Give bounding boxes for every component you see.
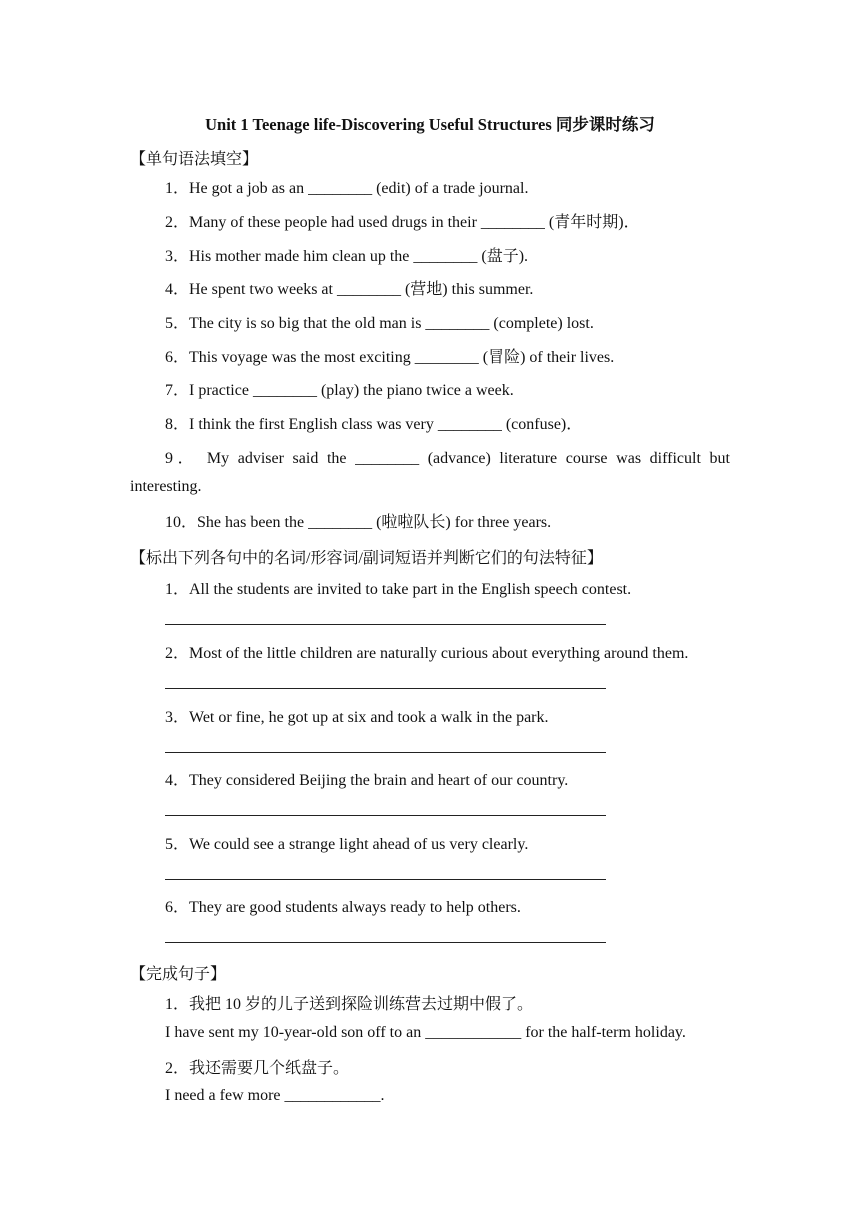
answer-line: [165, 942, 606, 943]
section-heading-complete-sentences: 【完成句子】: [130, 966, 227, 983]
question-item: 6．They are good students always ready to help others.: [165, 899, 521, 916]
question-item: 1．He got a job as an ________ (edit) of a trade journal.: [165, 180, 529, 197]
answer-line: [165, 752, 606, 753]
question-item: 5．We could see a strange light ahead of us very clearly.: [165, 836, 529, 853]
question-item: I have sent my 10-year-old son off to an ____________ for the half-term holiday.: [165, 1024, 686, 1041]
question-item: 3．Wet or fine, he got up at six and took a walk in the park.: [165, 709, 549, 726]
question-item: 2．Most of the little children are naturally curious about everything around them.: [165, 645, 689, 662]
question-item: 4．They considered Beijing the brain and heart of our country.: [165, 772, 569, 789]
question-item: 2．我还需要几个纸盘子。: [165, 1060, 350, 1077]
question-item: 3．His mother made him clean up the ________ (盘子).: [165, 248, 529, 265]
question-item: I need a few more ____________.: [165, 1087, 385, 1104]
question-item: 1．All the students are invited to take part in the English speech contest.: [165, 581, 632, 598]
answer-line: [165, 624, 606, 625]
question-item: 9． My adviser said the ________ (advance) literature course was difficult but: [165, 450, 730, 467]
question-item: 1．我把 10 岁的儿子送到探险训练营去过期中假了。: [165, 996, 534, 1013]
answer-line: [165, 688, 606, 689]
section-heading-grammar-fill: 【单句语法填空】: [130, 151, 259, 168]
section-heading-phrase-analysis: 【标出下列各句中的名词/形容词/副词短语并判断它们的句法特征】: [130, 550, 603, 567]
question-item: 5．The city is so big that the old man is ________ (complete) lost.: [165, 315, 594, 332]
question-item: 10．She has been the ________ (啦啦队长) for three years.: [165, 514, 552, 531]
question-item: 6．This voyage was the most exciting ________ (冒险) of their lives.: [165, 349, 615, 366]
question-item: 7．I practice ________ (play) the piano twice a week.: [165, 382, 514, 399]
answer-line: [165, 815, 606, 816]
page-title: Unit 1 Teenage life-Discovering Useful Structures 同步课时练习: [205, 115, 655, 134]
answer-line: [165, 879, 606, 880]
question-item: 2．Many of these people had used drugs in their ________ (青年时期)．: [165, 214, 640, 231]
question-item-continuation: interesting.: [130, 478, 202, 495]
question-item: 8．I think the first English class was very ________ (confuse)．: [165, 416, 583, 433]
question-item: 4．He spent two weeks at ________ (营地) this summer.: [165, 281, 534, 298]
